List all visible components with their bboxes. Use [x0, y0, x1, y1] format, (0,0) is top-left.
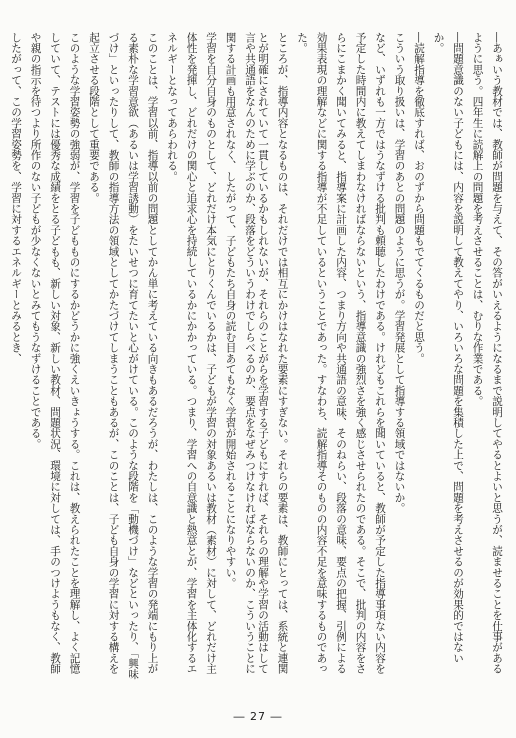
paragraph: このような学習姿勢の強弱が、学習を子どもものにするかどうかに強くえいきょうする。これは、教えられたことを理解し、よく記憶していて、テストには優秀な成績をとる子どもも、新しい対象、新しい教材、問題状況、環境に対しては、手のつけようもなく、教師や親の指示を待つより所作のない子どもが少なくないとみてもうなずけることである。: [29, 32, 81, 674]
page-number: ― 27 ―: [233, 710, 283, 723]
left-text-column: [5, 32, 259, 684]
paragraph: したがって、この学習姿勢を、学習に対するエネルギーとみるとき、: [10, 32, 22, 364]
right-text-column: [252, 32, 506, 684]
paragraph: このことは、学習以前、指導以前の問題としてかん単に考えている向きもあるだろうが、わたしは、このような学習の発端にもり上がる素朴な学習意欲（あるいは学習誘動）をたいせつに育てたいと心がけている。このような段階を「動機づけ」などといったり、「興味づけ」といったりして、教師の指導方法の領域としてかたづけてしまうこともあるが、このことは、子ども自身の学習に対する構えを起立させる段階として重要である。: [88, 32, 159, 680]
paragraph: など、いずれも一方ではうなずける批判も頼聴したわけである。けれどもこれらを聞いていると、教師が予定した指導事項ない内容を予定した時間内に教えてしまわなければならないという、指導意識の強烈さを強く感じさせられたのである。そこで、批判の内容をさらにこまかく聞いてみると、指導案に計画した内容、つまり方向や共通語の意味、そのねらい、段落の意味、要点の把握、引例による効果表現の理解などに関する指導が不足しているということであった。すなわち、読解指導そのものの内容不足を意味するものであった。: [296, 32, 386, 674]
paragraph: ところが、指導内容となるものは、それだけでは相互にかけはなれた要素にすぎない。それらの要素は、教師にとっては、系統と連関とが明確にされていて一貫しているかもしれないが、それらのことがらを学習する子どもにすれば、それらの理解や学習の活動はして: [257, 32, 289, 674]
paragraph: ―問題意識のない子どもには、内容を説明して教えてやり、いろいろな問題を集積した上で、問題を考えさせるのが効果的ではないか。: [432, 32, 464, 664]
paragraph: こういう取り扱いは、学習のあとの問題のように思うが。学習発展として指導する領域ではないか。: [393, 32, 406, 514]
paragraph: 学習を自分自身のものとして、どれだけ本気にとりくんでいるかは、子どもが学習の対象あるいは教材（素材）に対して、どれだけ主体性を発揮し、どれだけの関心と追求心を持続しているかにかかっている。つまり、学習への自意識と熱意とが、学習を主体化するエネルギーとなってあらわれる。: [166, 32, 217, 674]
paragraph: ―あぁいう教材では、教師が問題を与えて、その答がいえるようになるまで説明してやるとよいと思うが、読ませることを仕事があるように思う。四年生に読解上の問題を考えさせることは、むりな作業である。: [471, 32, 503, 674]
paragraph: ―読解指導を徹底すれば、おのずから問題もでてくるものだと思う。: [413, 32, 425, 364]
paragraph: 言や共通語をなんのために学ぶのか、段落をどういうわけでしらべるのか、要点をなぜみつけなければならないのか、こういうことに関する計画も用意されなく、したがって、子どもたち自身の読む目あてもなく学習が開始されることになりやすい。: [224, 32, 256, 674]
